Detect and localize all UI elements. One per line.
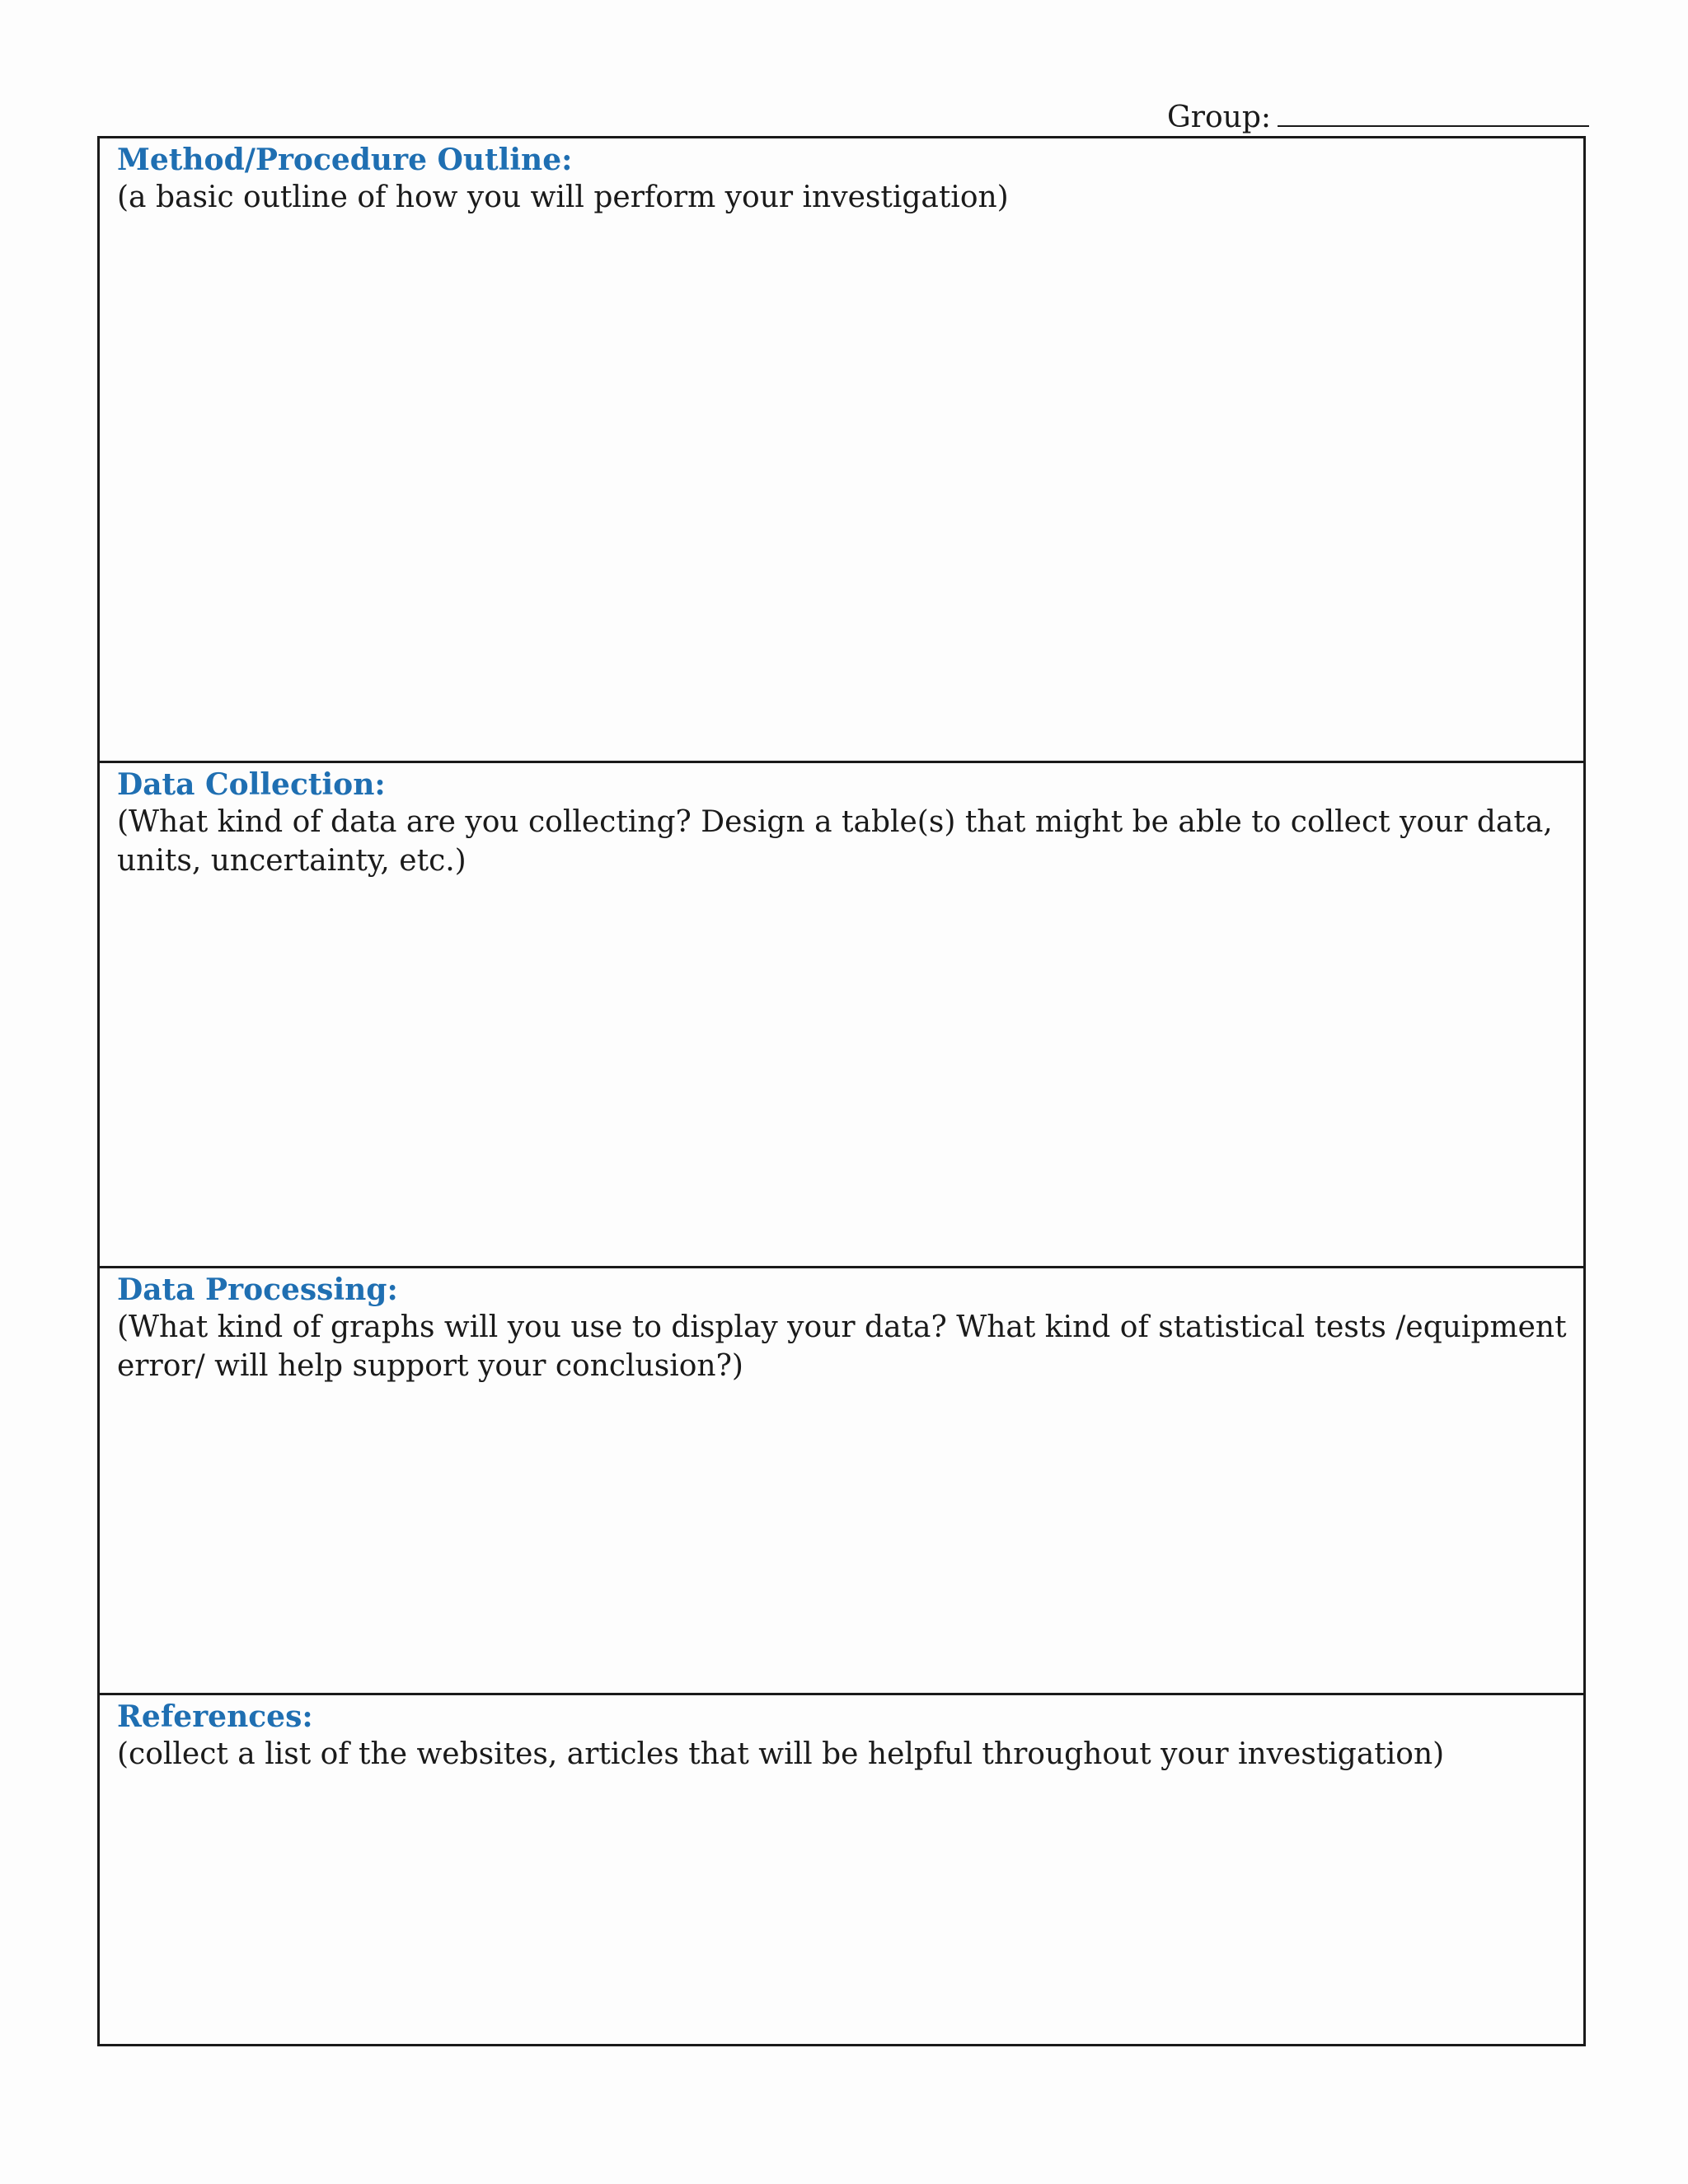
section-method-procedure[interactable] [100,138,1583,762]
section-heading: Method/Procedure Outline: [117,143,573,177]
section-prompt: (a basic outline of how you will perform your investigation) [117,180,1009,214]
section-heading: Data Collection: [117,767,386,802]
section-data-processing[interactable] [100,1266,1583,1694]
section-heading: References: [117,1699,313,1734]
group-field [1167,96,1589,138]
section-prompt: (What kind of graphs will you use to display your data? What kind of statistical tests /equipment error/ will help support your conclusion?) [117,1310,1567,1383]
section-references[interactable] [100,1693,1583,2046]
section-prompt: (collect a list of the websites, articles that will be helpful throughout your investigation) [117,1737,1445,1771]
group-label: Group: [1167,101,1271,134]
group-blank-line[interactable] [1278,96,1589,127]
section-heading: Data Processing: [117,1272,398,1307]
section-data-collection[interactable] [100,761,1583,1268]
section-prompt: (What kind of data are you collecting? Design a table(s) that might be able to collect your data, units, uncertainty, etc.) [117,805,1553,878]
planning-form [97,136,1586,2046]
